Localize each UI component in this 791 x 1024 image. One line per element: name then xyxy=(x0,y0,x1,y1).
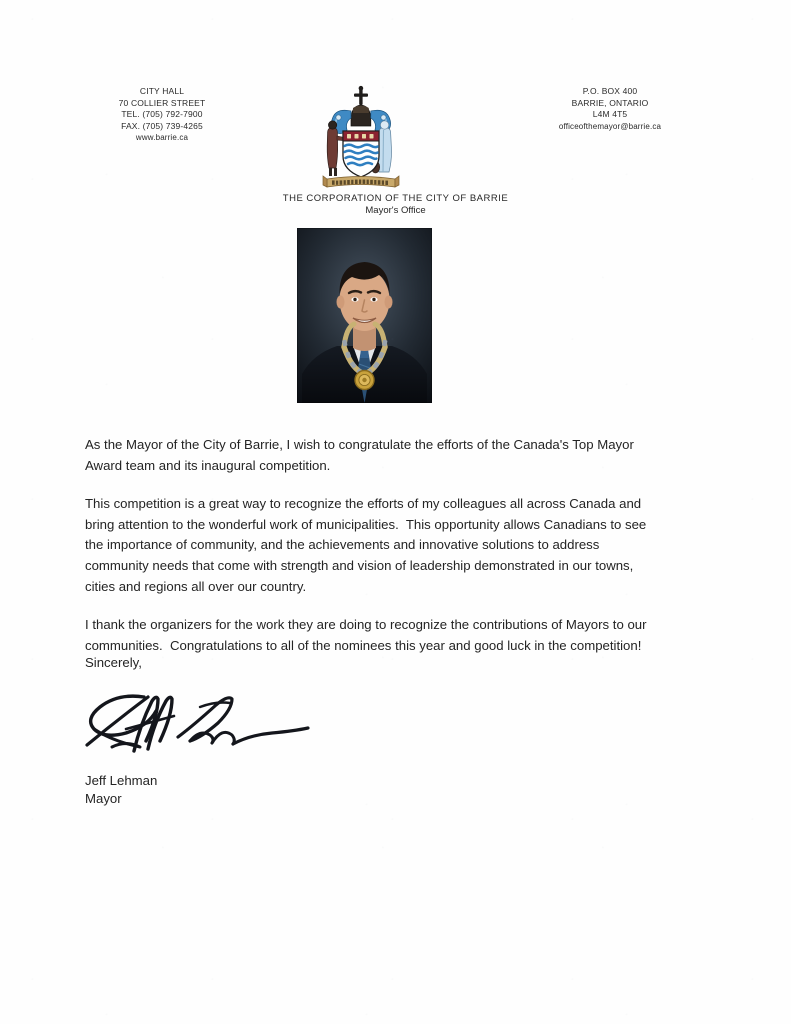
signer-name: Jeff Lehman xyxy=(85,773,158,788)
address-line-city: BARRIE, ONTARIO xyxy=(571,97,649,108)
address-line-city-hall: CITY HALL xyxy=(139,86,185,96)
address-line-po-box: P.O. BOX 400 xyxy=(582,86,638,96)
coat-of-arms-icon xyxy=(315,84,407,192)
signer-title: Mayor xyxy=(85,790,122,806)
address-line-postal: L4M 4T5 xyxy=(592,109,628,120)
address-line-website: www.barrie.ca xyxy=(135,133,189,143)
handwritten-signature xyxy=(82,685,327,765)
corporation-title: THE CORPORATION OF THE CITY OF BARRIE xyxy=(282,193,509,204)
mayor-office-address xyxy=(500,86,720,132)
body-paragraph-3: I thank the organizers for the work they are doing to recognize the contributions of Mayors to our communities. Congratulations to all of the nominees this year and good luck in the competition! xyxy=(85,617,651,653)
body-paragraph-1: As the Mayor of the City of Barrie, I wish to congratulate the efforts of the Canada's Top Mayor Award team and its inaugural competition. xyxy=(85,437,637,473)
address-line-street: 70 COLLIER STREET xyxy=(118,97,206,108)
address-line-telephone: TEL. (705) 792-7900 xyxy=(121,109,203,120)
address-line-fax: FAX. (705) 739-4265 xyxy=(121,120,203,131)
closing-salutation: Sincerely, xyxy=(85,655,142,670)
body-paragraph-2: This competition is a great way to recognize the efforts of my colleagues all across Canada and bring attention to the wonderful work of municipalities. This opportunity allows Canadians to see the importance of community, and the achievements and innovative solutions to address community needs that come with strength and vision of leadership demonstrated in our towns, cities and regions all over our country. xyxy=(85,496,650,594)
signer-details xyxy=(85,772,157,807)
mayor-portrait-photo xyxy=(297,228,432,403)
letterhead xyxy=(0,84,791,194)
city-hall-address xyxy=(62,86,262,144)
address-line-email: officeofthemayor@barrie.ca xyxy=(558,121,662,131)
mayor-office-label: Mayor's Office xyxy=(365,205,426,216)
letter-body xyxy=(85,435,657,674)
